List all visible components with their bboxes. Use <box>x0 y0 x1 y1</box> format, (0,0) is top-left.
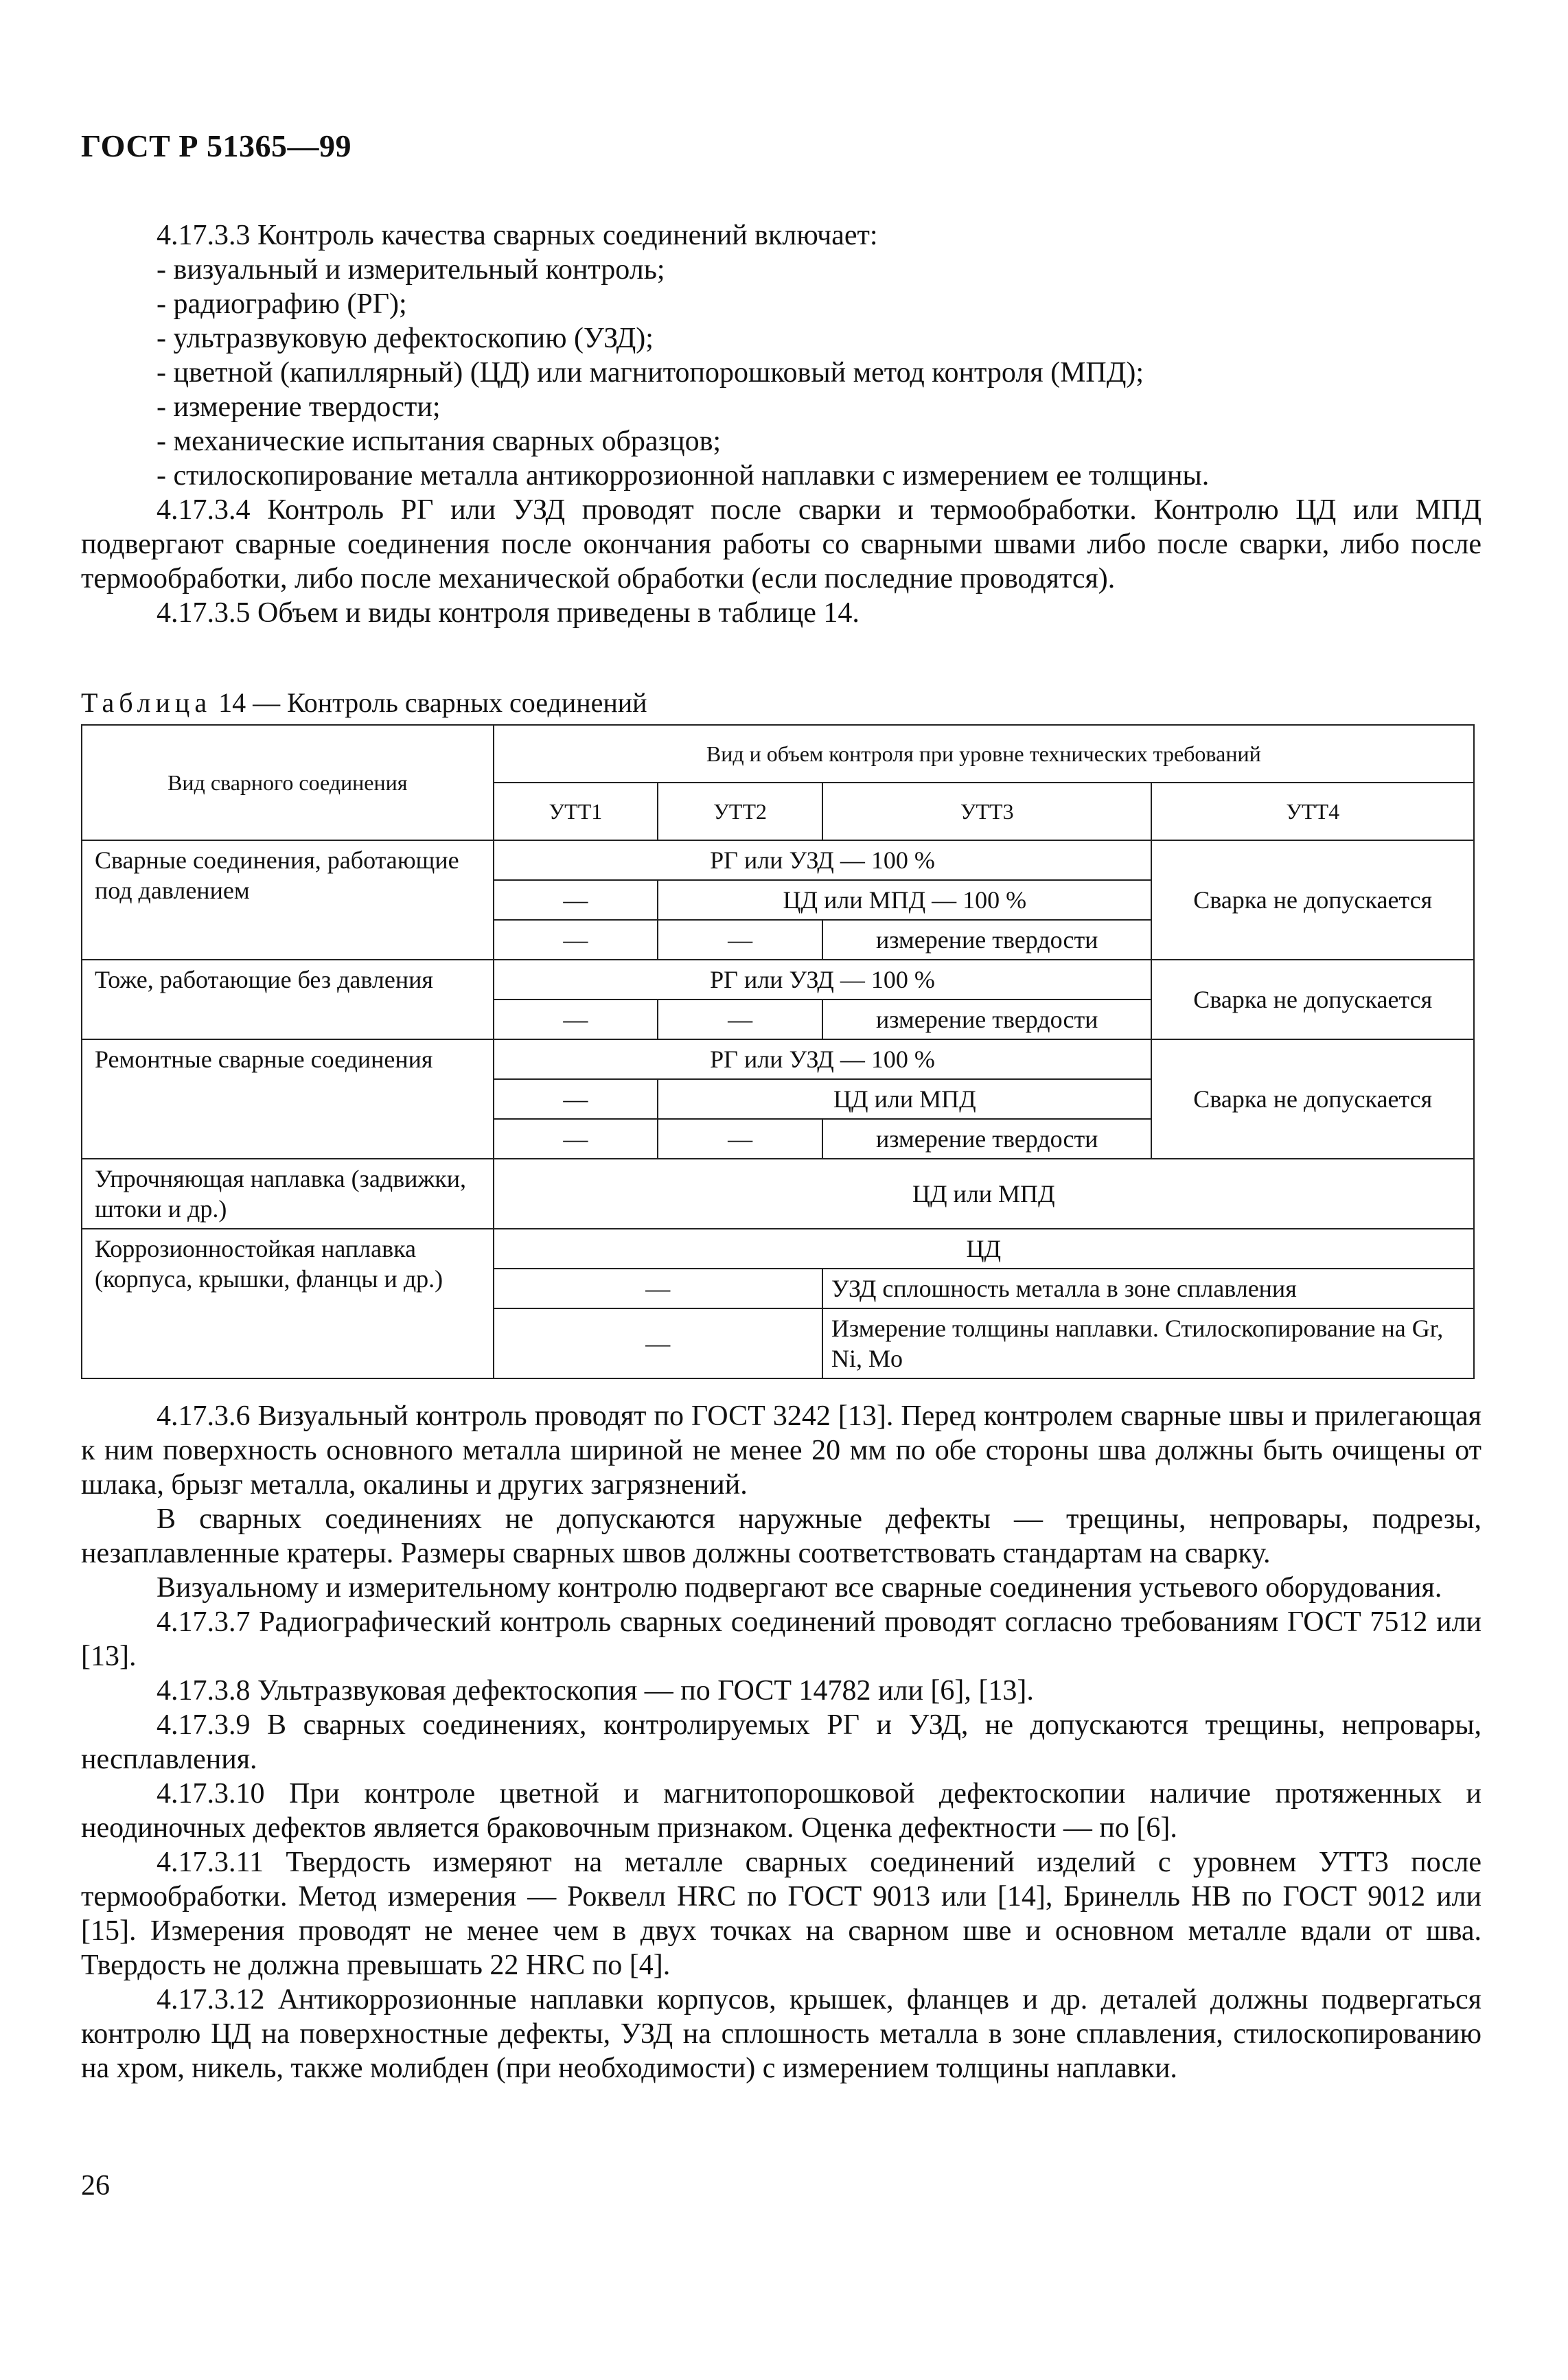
row-label-corrosion-cladding: Коррозионностойкая наплавка (корпуса, крышки, фланцы и др.) <box>82 1229 494 1378</box>
cell-no-weld: Сварка не допускается <box>1151 960 1474 1039</box>
table-caption <box>81 686 647 719</box>
header-control-group: Вид и объем контроля при уровне технических требований <box>494 725 1474 783</box>
paragraph-4-17-3-6-b: В сварных соединениях не допускаются наружные дефекты — трещины, непровары, подрезы, незаплавленные кратеры. Размеры сварных швов должны соответствовать стандартам на сварку. <box>81 1503 1481 1569</box>
paragraph-4-17-3-6-c: Визуальному и измерительному контролю подвергают все сварные соединения устьевого оборудования. <box>157 1572 1442 1604</box>
list-item: - ультразвуковую дефектоскопию (УЗД); <box>157 323 654 354</box>
cell-dash: — <box>494 1308 822 1378</box>
cell-no-weld: Сварка не допускается <box>1151 840 1474 960</box>
section-top <box>81 218 1481 630</box>
header-utt3: УТТ3 <box>822 783 1151 840</box>
row-label-hardfacing: Упрочняющая наплавка (задвижки, штоки и др.) <box>82 1159 494 1229</box>
header-utt1: УТТ1 <box>494 783 658 840</box>
list-item: - радиографию (РГ); <box>157 288 407 320</box>
cell-hardness: измерение твердости <box>822 1119 1151 1159</box>
cell-dash: — <box>658 920 822 960</box>
paragraph-4-17-3-6: 4.17.3.6 Визуальный контроль проводят по ГОСТ 3242 [13]. Перед контролем сварные швы и прилегающая к ним поверхность основного металла шириной не менее 20 мм по обе стороны шва должны быть очищены от шлака, брызг металла, окалины и других загрязнений. <box>81 1400 1481 1501</box>
paragraph-4-17-3-9: 4.17.3.9 В сварных соединениях, контролируемых РГ и УЗД, не допускаются трещины, непровары, несплавления. <box>81 1709 1481 1775</box>
page-number: 26 <box>81 2170 110 2202</box>
cell-cd-or-mpd: ЦД или МПД <box>494 1159 1474 1229</box>
header-utt4: УТТ4 <box>1151 783 1474 840</box>
cell-rg-uzd: РГ или УЗД — 100 % <box>494 840 1152 880</box>
list-item: - стилоскопирование металла антикоррозионной наплавки с измерением ее толщины. <box>157 460 1210 492</box>
cell-cd-mpd-100: ЦД или МПД — 100 % <box>658 880 1151 920</box>
paragraph-4-17-3-7: 4.17.3.7 Радиографический контроль сварных соединений проводят согласно требованиям ГОСТ 7512 или [13]. <box>81 1606 1481 1672</box>
paragraph-4-17-3-12: 4.17.3.12 Антикоррозионные наплавки корпусов, крышек, фланцев и др. деталей должны подвергаться контролю ЦД на поверхностные дефекты, УЗД на сплошность металла в зоне сплавления, стилоскопированию на хром, никель, также молибден (при необходимости) с измерением толщины наплавки. <box>81 1984 1481 2084</box>
control-table <box>81 724 1475 1379</box>
cell-dash: — <box>494 1269 822 1308</box>
cell-rg-uzd: РГ или УЗД — 100 % <box>494 1039 1152 1079</box>
paragraph-4-17-3-8: 4.17.3.8 Ультразвуковая дефектоскопия — по ГОСТ 14782 или [6], [13]. <box>157 1675 1034 1707</box>
cell-dash: — <box>658 1000 822 1039</box>
header-utt2: УТТ2 <box>658 783 822 840</box>
cell-hardness: измерение твердости <box>822 1000 1151 1039</box>
paragraph-4-17-3-3: 4.17.3.3 Контроль качества сварных соединений включает: <box>157 220 878 251</box>
list-item: - механические испытания сварных образцов; <box>157 426 722 457</box>
table-caption-text: 14 — Контроль сварных соединений <box>211 687 647 718</box>
cell-dash: — <box>494 920 658 960</box>
section-bottom <box>81 1399 1481 2086</box>
cell-no-weld: Сварка не допускается <box>1151 1039 1474 1159</box>
row-label-repair: Ремонтные сварные соединения <box>82 1039 494 1159</box>
cell-cd-or-mpd: ЦД или МПД <box>658 1079 1151 1119</box>
header-joint-type: Вид сварного соединения <box>82 725 494 840</box>
cell-dash: — <box>494 1119 658 1159</box>
cell-dash: — <box>494 1000 658 1039</box>
table-caption-word: Таблица <box>81 687 212 718</box>
standard-header: ГОСТ Р 51365—99 <box>81 128 351 163</box>
list-item: - измерение твердости; <box>157 391 441 423</box>
paragraph-4-17-3-5: 4.17.3.5 Объем и виды контроля приведены в таблице 14. <box>157 597 860 629</box>
paragraph-4-17-3-10: 4.17.3.10 При контроле цветной и магнитопорошковой дефектоскопии наличие протяженных и неодиночных дефектов является браковочным признаком. Оценка дефектности — по [6]. <box>81 1778 1481 1844</box>
cell-uzd-continuity: УЗД сплошность металла в зоне сплавления <box>822 1269 1474 1308</box>
cell-thickness: Измерение толщины наплавки. Стилоскопирование на Gr, Ni, Mo <box>822 1308 1474 1378</box>
row-label-pressure: Сварные соединения, работающие под давлением <box>82 840 494 960</box>
paragraph-4-17-3-11: 4.17.3.11 Твердость измеряют на металле сварных соединений изделий с уровнем УТТ3 после термообработки. Метод измерения — Роквелл HRC по ГОСТ 9013 или [14], Бринелль НВ по ГОСТ 9012 или [15]. Измерения проводят не менее чем в двух точках на сварном шве и основном металле вдали от шва. Твердость не должна превышать 22 HRC по [4]. <box>81 1847 1481 1981</box>
paragraph-4-17-3-4: 4.17.3.4 Контроль РГ или УЗД проводят после сварки и термообработки. Контролю ЦД или МПД подвергают сварные соединения после окончания работы со сварными швами либо после сварки, либо после термообработки, либо после механической обработки (если последние проводятся). <box>81 494 1481 594</box>
cell-dash: — <box>658 1119 822 1159</box>
list-item: - визуальный и измерительный контроль; <box>157 254 665 286</box>
cell-hardness: измерение твердости <box>822 920 1151 960</box>
list-item: - цветной (капиллярный) (ЦД) или магнитопорошковый метод контроля (МПД); <box>157 357 1144 389</box>
cell-cd: ЦД <box>494 1229 1474 1269</box>
cell-rg-uzd: РГ или УЗД — 100 % <box>494 960 1152 1000</box>
row-label-no-pressure: Тоже, работающие без давления <box>82 960 494 1039</box>
cell-dash: — <box>494 880 658 920</box>
cell-dash: — <box>494 1079 658 1119</box>
